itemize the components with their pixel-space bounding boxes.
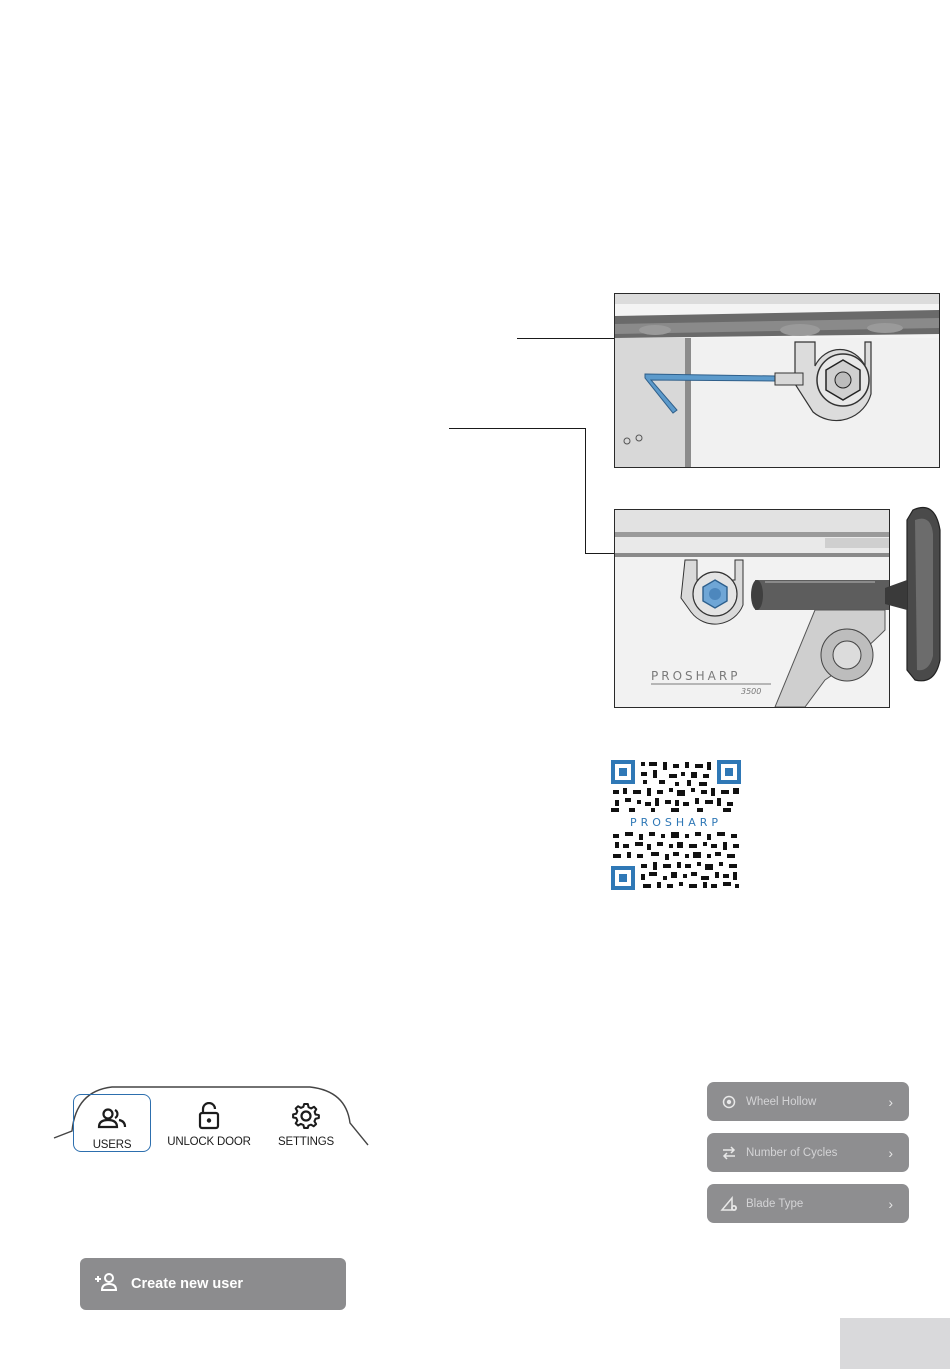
leader-line-bottom-h2 — [585, 553, 615, 554]
swap-icon — [717, 1146, 741, 1160]
menu-item-wheel-hollow[interactable] — [707, 1082, 909, 1121]
handle-knob-graphic — [885, 500, 945, 690]
users-icon — [97, 1106, 127, 1130]
menu-item-blade-type[interactable] — [707, 1184, 909, 1223]
menu-item-wheel-hollow-label: Wheel Hollow — [746, 1095, 817, 1108]
figure-hex-key-adjustment — [614, 293, 940, 468]
menu-item-number-of-cycles-label: Number of Cycles — [746, 1146, 838, 1159]
chevron-right-icon: › — [888, 1093, 893, 1110]
page-number-tab — [840, 1318, 950, 1369]
figure-model-text: 3500 — [741, 687, 762, 696]
figure-brand-text: PROSHARP — [651, 669, 741, 683]
chevron-right-icon: › — [888, 1195, 893, 1212]
nav-item-users[interactable] — [73, 1094, 151, 1152]
qr-code[interactable] — [611, 760, 741, 892]
nav-item-users-label: USERS — [92, 1139, 132, 1151]
leader-line-bottom-v — [585, 428, 586, 554]
nav-item-unlock-door-label: UNLOCK DOOR — [167, 1136, 251, 1148]
chevron-right-icon: › — [888, 1144, 893, 1161]
nav-item-settings-label: SETTINGS — [278, 1136, 334, 1148]
create-new-user-button[interactable] — [80, 1258, 346, 1310]
qr-brand-text: PROSHARP — [611, 817, 741, 829]
target-icon — [717, 1095, 741, 1109]
nav-item-unlock-door[interactable] — [163, 1094, 255, 1152]
leader-line-bottom-h1 — [449, 428, 586, 429]
figure-grinder-side-view — [614, 509, 890, 708]
blade-settings-icon — [717, 1196, 741, 1212]
menu-item-blade-type-label: Blade Type — [746, 1197, 804, 1210]
leader-line-top — [517, 338, 615, 339]
gear-icon — [292, 1102, 320, 1130]
add-user-icon — [94, 1272, 120, 1296]
nav-item-settings[interactable] — [267, 1094, 345, 1152]
menu-item-number-of-cycles[interactable] — [707, 1133, 909, 1172]
unlock-icon — [197, 1102, 221, 1130]
create-new-user-label: Create new user — [131, 1276, 244, 1292]
